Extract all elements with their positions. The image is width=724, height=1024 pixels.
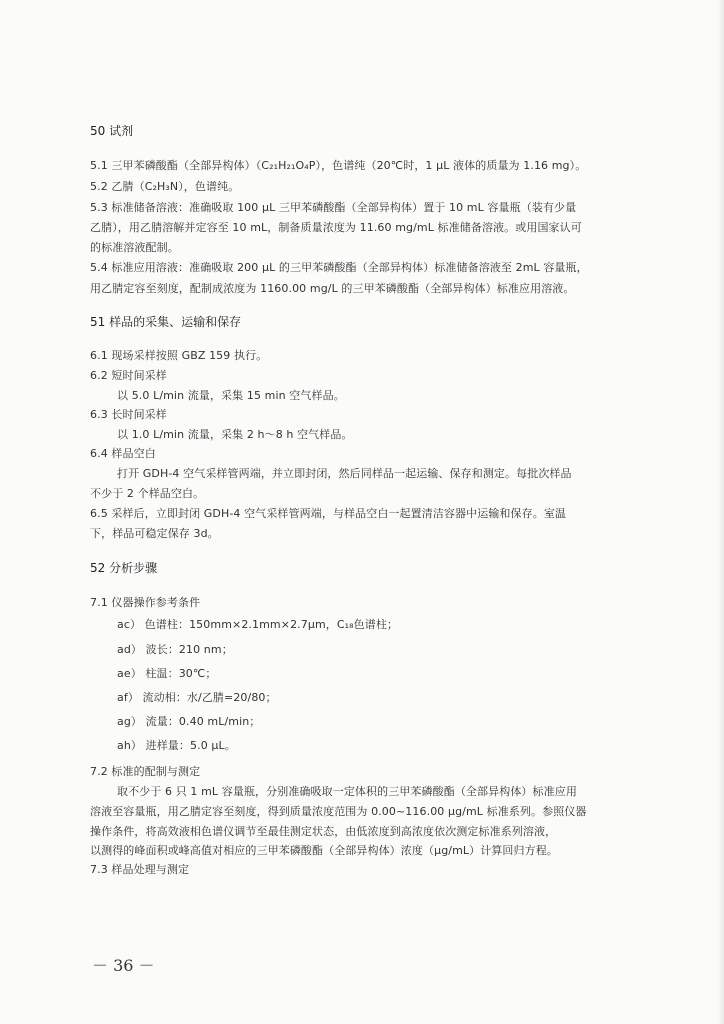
sampling-line: 下，样品可稳定保存 3d。 [90, 527, 219, 540]
reagent-line: 5.3 标准储备溶液：准确吸取 100 μL 三甲苯磷酸酯（全部异构体）置于 10 mL 容量瓶（装有少量 [90, 201, 577, 214]
condition-item: ac） 色谱柱：150mm×2.1mm×2.7μm，C₁₈色谱柱； [117, 618, 399, 631]
section-heading-reagents: 50 试剂 [90, 124, 134, 138]
reagent-line: 的标准溶液配制。 [90, 241, 179, 254]
paragraph-line: 取不少于 6 只 1 mL 容量瓶，分别准确吸取一定体积的三甲苯磷酸酯（全部异构体）标准应用 [117, 785, 577, 798]
sampling-line: 打开 GDH-4 空气采样管两端，并立即封闭，然后同样品一起运输、保存和测定。每批次样品 [117, 467, 572, 480]
page-edge-shadow [718, 0, 724, 1024]
section-heading-sampling: 51 样品的采集、运输和保存 [90, 315, 242, 329]
condition-item: af） 流动相：水/乙腈=20/80； [117, 691, 277, 704]
reagent-line: 乙腈），用乙腈溶解并定容至 10 mL，制备质量浓度为 11.60 mg/mL 标准储备溶液。或用国家认可 [90, 221, 582, 234]
analysis-subheading: 7.1 仪器操作参考条件 [90, 596, 201, 609]
section-heading-analysis: 52 分析步骤 [90, 561, 158, 575]
sampling-line: 6.2 短时间采样 [90, 369, 167, 382]
page-number: － 36 － [92, 956, 155, 975]
paragraph-line: 操作条件，将高效液相色谱仪调节至最佳测定状态，由低浓度到高浓度依次测定标准系列溶液， [90, 825, 557, 838]
sampling-line: 6.5 采样后，立即封闭 GDH-4 空气采样管两端，与样品空白一起置清洁容器中运输和保存。室温 [90, 507, 567, 520]
analysis-subheading: 7.3 样品处理与测定 [90, 863, 190, 876]
condition-item: ad） 波长：210 nm； [117, 643, 233, 656]
condition-item: ah） 进样量：5.0 μL。 [117, 739, 236, 752]
condition-item: ag） 流量：0.40 mL/min； [117, 715, 261, 728]
condition-item: ae） 柱温：30℃； [117, 667, 217, 680]
reagent-line: 5.2 乙腈（C₂H₃N），色谱纯。 [90, 180, 240, 193]
analysis-subheading: 7.2 标准的配制与测定 [90, 765, 201, 778]
paragraph-line: 以测得的峰面积或峰高值对相应的三甲苯磷酸酯（全部异构体）浓度（μg/mL）计算回归方程。 [90, 844, 558, 857]
sampling-line: 6.1 现场采样按照 GBZ 159 执行。 [90, 349, 268, 362]
paragraph-line: 溶液至容量瓶，用乙腈定容至刻度，得到质量浓度范围为 0.00~116.00 μg/mL 标准系列。参照仪器 [90, 805, 587, 818]
reagent-line: 5.1 三甲苯磷酸酯（全部异构体）（C₂₁H₂₁O₄P），色谱纯（20℃时，1 μL 液体的质量为 1.16 mg）。 [90, 159, 587, 172]
sampling-line: 不少于 2 个样品空白。 [90, 487, 205, 500]
sampling-line: 6.3 长时间采样 [90, 408, 167, 421]
sampling-line: 以 1.0 L/min 流量，采集 2 h～8 h 空气样品。 [117, 428, 353, 441]
sampling-line: 以 5.0 L/min 流量，采集 15 min 空气样品。 [117, 389, 345, 402]
sampling-line: 6.4 样品空白 [90, 447, 156, 460]
reagent-line: 5.4 标准应用溶液：准确吸取 200 μL 的三甲苯磷酸酯（全部异构体）标准储备溶液至 2mL 容量瓶， [90, 261, 588, 274]
reagent-line: 用乙腈定容至刻度，配制成浓度为 1160.00 mg/L 的三甲苯磷酸酯（全部异构体）标准应用溶液。 [90, 282, 575, 295]
